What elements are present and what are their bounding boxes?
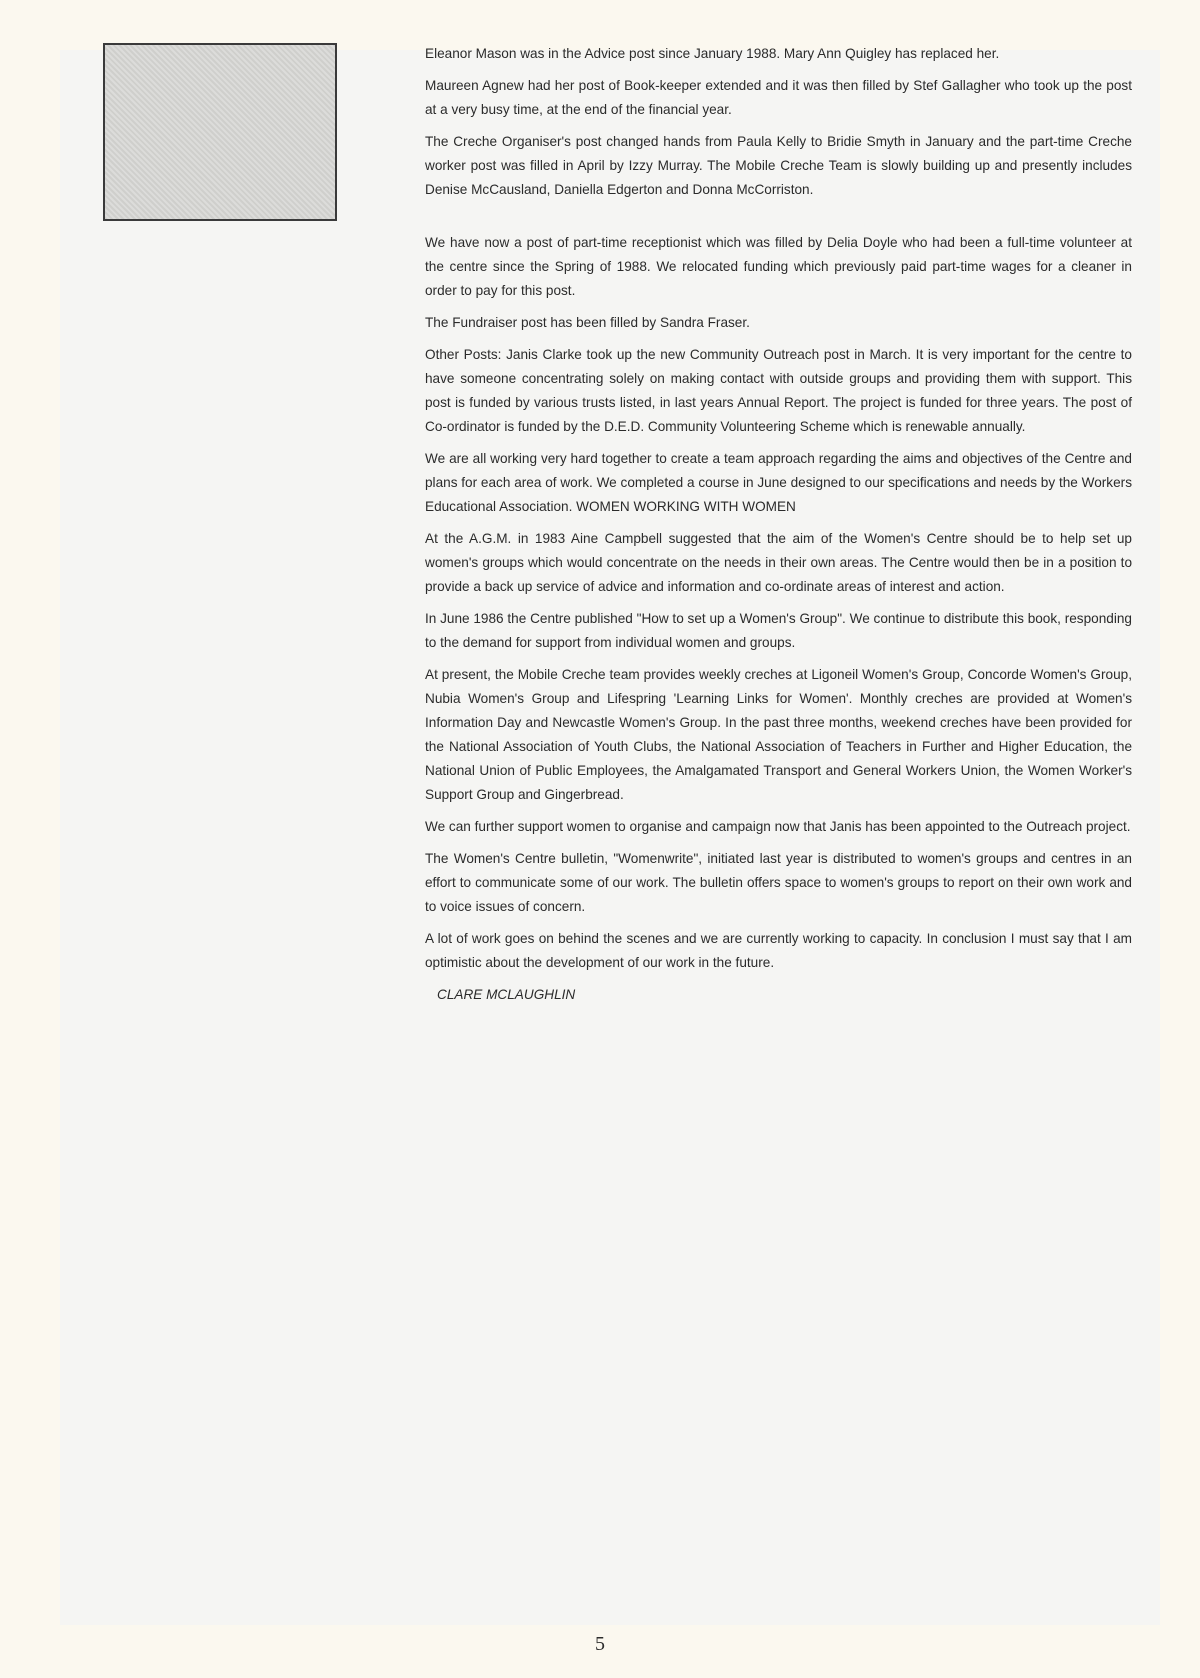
paragraph: Eleanor Mason was in the Advice post since January 1988. Mary Ann Quigley has replaced her.: [425, 46, 1000, 61]
paragraph: The Creche Organiser's post changed hands from Paula Kelly to Bridie Smyth in January and the part-time Creche worker post was filled in April by Izzy Murray. The Mobile Creche Team is slowly building up and presently includes Denise McCausland, Daniella Edgerton and Donna McCorriston.: [425, 134, 1132, 197]
paragraph: A lot of work goes on behind the scenes and we are currently working to capacity. In conclusion I must say that I am optimistic about the development of our work in the future.: [425, 931, 1132, 970]
page-number: 5: [595, 1633, 605, 1655]
paragraph: We are all working very hard together to create a team approach regarding the aims and objectives of the Centre and plans for each area of work. We completed a course in June designed to our specifications and needs by the Workers Educational Association. WOMEN WORKING WITH WOMEN: [425, 451, 1132, 514]
paragraph: The Fundraiser post has been filled by Sandra Fraser.: [425, 315, 750, 330]
paragraph: At the A.G.M. in 1983 Aine Campbell suggested that the aim of the Women's Centre should be to help set up women's groups which would concentrate on the needs in their own areas. The Centre would then be in a position to provide a back up service of advice and information and co-ordinate areas of interest and action.: [425, 531, 1132, 594]
paragraph: We can further support women to organise and campaign now that Janis has been appointed to the Outreach project.: [425, 819, 1131, 834]
paragraph: Other Posts: Janis Clarke took up the new Community Outreach post in March. It is very important for the centre to have someone concentrating solely on making contact with outside groups and providing them with support. This post is funded by various trusts listed, in last years Annual Report. The project is funded for three years. The post of Co-ordinator is funded by the D.E.D. Community Volunteering Scheme which is renewable annually.: [425, 347, 1132, 434]
paragraph: At present, the Mobile Creche team provides weekly creches at Ligoneil Women's Group, Concorde Women's Group, Nubia Women's Group and Lifespring 'Learning Links for Women'. Monthly creches are provided at Women's Information Day and Newcastle Women's Group. In the past three months, weekend creches have been provided for the National Association of Youth Clubs, the National Association of Teachers in Further and Higher Education, the National Union of Public Employees, the Amalgamated Transport and General Workers Union, the Women Worker's Support Group and Gingerbread.: [425, 667, 1132, 802]
paragraph: The Women's Centre bulletin, "Womenwrite", initiated last year is distributed to women's groups and centres in an effort to communicate some of our work. The bulletin offers space to women's groups to report on their own work and to voice issues of concern.: [425, 851, 1132, 914]
photo-placeholder: [103, 43, 337, 221]
paragraph: We have now a post of part-time receptionist which was filled by Delia Doyle who had been a full-time volunteer at the centre since the Spring of 1988. We relocated funding which previously paid part-time wages for a cleaner in order to pay for this post.: [425, 235, 1132, 298]
paragraph: Maureen Agnew had her post of Book-keeper extended and it was then filled by Stef Gallagher who took up the post at a very busy time, at the end of the financial year.: [425, 78, 1132, 117]
signature: CLARE MCLAUGHLIN: [437, 987, 576, 1002]
paragraph: In June 1986 the Centre published "How to set up a Women's Group". We continue to distribute this book, responding to the demand for support from individual women and groups.: [425, 611, 1132, 650]
article-body: [425, 42, 1132, 1007]
